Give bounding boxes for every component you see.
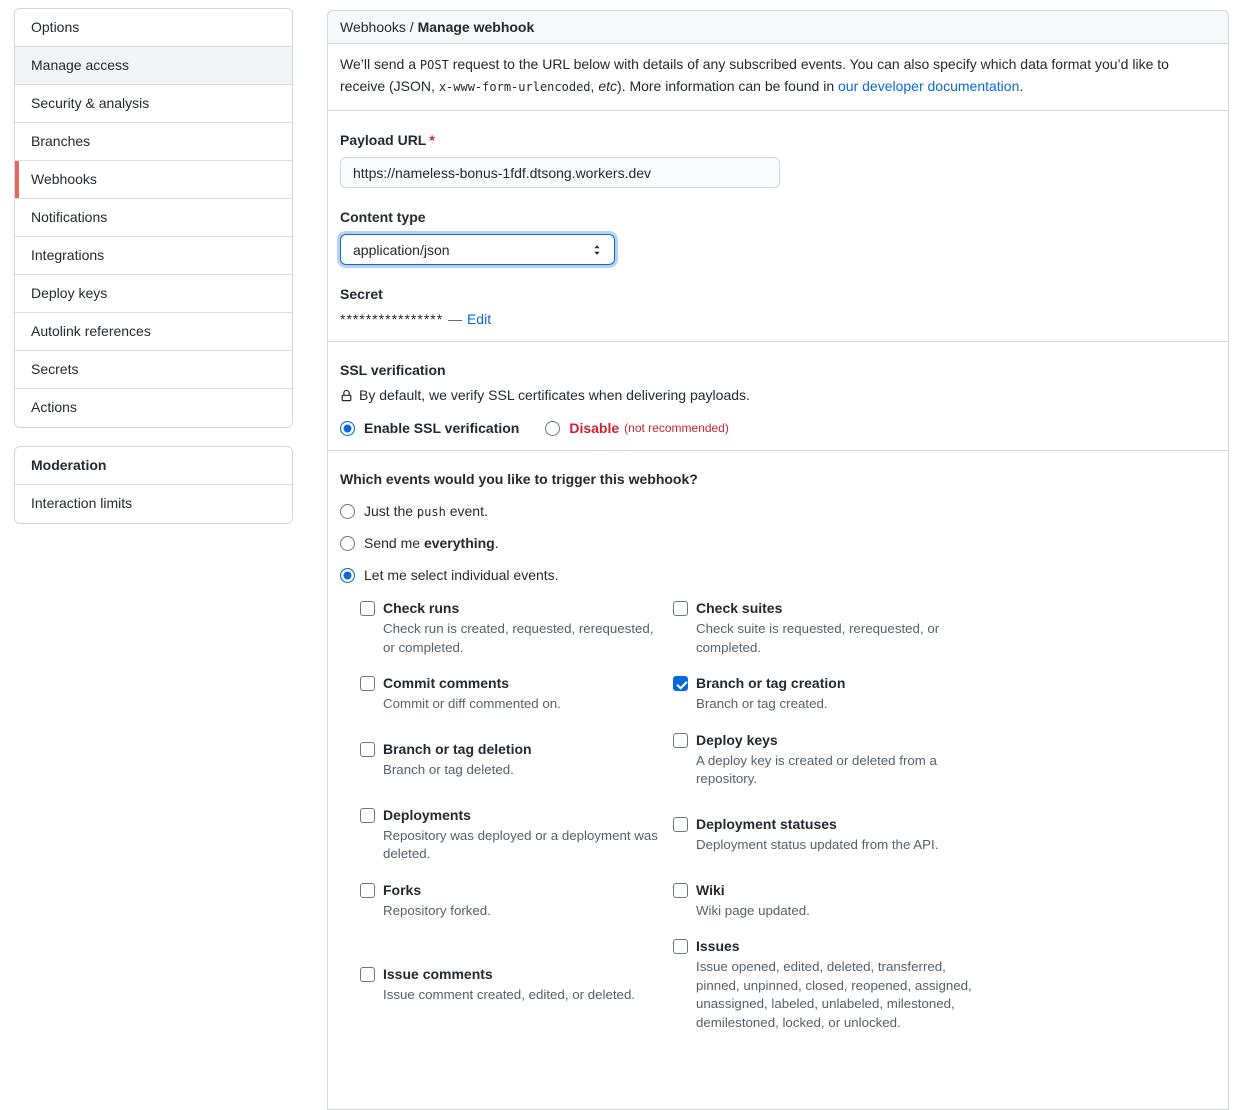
intro-segment: request to the URL below with details of any subscribed events. You can also specify which data format you’d like to receive (JSON, [340, 56, 1169, 94]
event-title: Deployments [383, 806, 471, 823]
secret-label: Secret [340, 286, 383, 302]
issue-comments-checkbox[interactable] [360, 967, 375, 982]
event-title: Wiki [696, 881, 725, 898]
event-title: Forks [383, 881, 422, 898]
everything-bold: everything [423, 535, 495, 551]
event-row [360, 805, 1216, 864]
deploy-keys-checkbox[interactable] [673, 733, 688, 748]
label-text: Let me select individual events. [364, 567, 559, 583]
send-everything-radio[interactable] [340, 536, 355, 551]
event-issues [673, 936, 986, 1032]
event-wiki [673, 880, 986, 921]
intro-etc: etc [598, 78, 617, 94]
event-row [360, 673, 1216, 714]
event-desc: Issue opened, edited, deleted, transferred, pinned, unpinned, closed, reopened, assigned, unassigned, labeled, unlabeled, milestoned, demilestoned, locked, or unlocked. [696, 959, 972, 1030]
send-everything-label [364, 535, 499, 551]
disable-ssl-radio[interactable] [545, 421, 560, 436]
enable-ssl-label: Enable SSL verification [364, 420, 520, 436]
intro-text [328, 44, 1228, 111]
event-desc: Check run is created, requested, rerequested, or completed. [383, 621, 654, 655]
payload-url-input[interactable] [340, 157, 780, 188]
manage-webhook-panel [327, 10, 1229, 1110]
event-title: Commit comments [383, 675, 510, 691]
sidebar-item-webhooks[interactable]: Webhooks [15, 161, 292, 199]
event-option-just-push [340, 503, 1216, 519]
event-title: Check runs [383, 600, 460, 616]
intro-code-urlencoded: x-www-form-urlencoded [438, 80, 591, 94]
events-grid [360, 598, 1216, 1032]
secret-edit-link[interactable]: Edit [466, 311, 492, 327]
intro-segment: . [1019, 78, 1024, 94]
secret-masked-value: **************** [340, 311, 444, 327]
event-row [360, 936, 1216, 1032]
moderation-header: Moderation [15, 447, 292, 485]
event-issue-comments [360, 964, 673, 1005]
event-commit-comments [360, 673, 673, 714]
ssl-verification-section [328, 362, 1228, 451]
sidebar-item-integrations[interactable]: Integrations [15, 237, 292, 275]
event-title: Check suites [696, 600, 783, 616]
wiki-checkbox[interactable] [673, 883, 688, 898]
secret-row [340, 311, 1216, 327]
sidebar-item-actions[interactable]: Actions [15, 389, 292, 427]
event-deploy-keys [673, 730, 986, 789]
label-text: event. [445, 503, 488, 519]
enable-ssl-radio[interactable] [340, 421, 355, 436]
event-title: Branch or tag deletion [383, 740, 532, 757]
content-type-select[interactable] [340, 234, 615, 265]
event-title: Branch or tag creation [696, 675, 846, 691]
sidebar-item-notifications[interactable]: Notifications [15, 199, 292, 237]
deployments-checkbox[interactable] [360, 808, 375, 823]
commit-comments-checkbox[interactable] [360, 676, 375, 691]
individual-events-radio[interactable] [340, 568, 355, 583]
event-desc: Commit or diff commented on. [383, 696, 561, 711]
event-title: Deployment statuses [696, 815, 837, 832]
breadcrumb-webhooks-link[interactable]: Webhooks [340, 19, 406, 35]
ssl-note [340, 387, 1216, 403]
ssl-heading: SSL verification [340, 362, 446, 378]
lock-icon [340, 388, 353, 403]
branch-tag-creation-checkbox[interactable] [673, 676, 688, 691]
sidebar-item-secrets[interactable]: Secrets [15, 351, 292, 389]
event-deployment-statuses [673, 814, 986, 855]
event-title: Issue comments [383, 965, 493, 982]
events-heading: Which events would you like to trigger this webhook? [340, 471, 698, 487]
content-type-value: application/json [353, 241, 450, 258]
event-branch-tag-deletion [360, 739, 673, 780]
secret-separator: — [448, 311, 463, 327]
issues-checkbox[interactable] [673, 939, 688, 954]
event-desc: Branch or tag deleted. [383, 761, 514, 777]
deployment-statuses-checkbox[interactable] [673, 817, 688, 832]
event-branch-tag-creation [673, 673, 986, 714]
sidebar-item-autolink-references[interactable]: Autolink references [15, 313, 292, 351]
page-title: Manage webhook [417, 19, 535, 35]
individual-events-label [364, 567, 559, 583]
intro-segment: We’ll send a [340, 56, 420, 72]
ssl-radio-group [340, 420, 1216, 436]
updown-caret-icon [590, 243, 604, 257]
event-option-individual [340, 567, 1216, 583]
push-code: push [416, 505, 446, 519]
payload-url-label-text: Payload URL [340, 132, 427, 148]
intro-segment: ). More information can be found in [617, 78, 839, 94]
label-text: . [494, 535, 499, 551]
event-desc: Wiki page updated. [696, 902, 810, 918]
check-runs-checkbox[interactable] [360, 601, 375, 616]
events-section [328, 471, 1228, 1068]
disable-ssl-note: (not recommended) [624, 421, 729, 435]
event-title: Issues [696, 938, 740, 954]
event-forks [360, 880, 673, 921]
breadcrumb [328, 11, 1228, 44]
content-type-label: Content type [340, 209, 426, 225]
label-text: Just the [364, 503, 417, 519]
event-check-suites [673, 598, 986, 657]
event-desc: Deployment status updated from the API. [696, 836, 939, 852]
event-row [360, 598, 1216, 657]
event-desc: Check suite is requested, rerequested, or completed. [696, 621, 940, 655]
webhook-form-section [328, 132, 1228, 342]
moderation-nav-box [14, 446, 293, 524]
just-push-label [364, 503, 488, 519]
event-check-runs [360, 598, 673, 657]
just-push-radio[interactable] [340, 504, 355, 519]
intro-segment: , [590, 78, 599, 94]
event-desc: A deploy key is created or deleted from a repository. [696, 752, 937, 786]
event-row [360, 730, 1216, 789]
sidebar-item-interaction-limits[interactable]: Interaction limits [15, 485, 292, 523]
event-option-everything [340, 535, 1216, 551]
event-desc: Repository was deployed or a deployment was deleted. [383, 827, 658, 861]
event-title: Deploy keys [696, 731, 778, 748]
sidebar-item-branches[interactable]: Branches [15, 123, 292, 161]
payload-url-label [340, 132, 1216, 148]
check-suites-checkbox[interactable] [673, 601, 688, 616]
sidebar-item-manage-access[interactable]: Manage access [15, 47, 292, 85]
event-desc: Branch or tag created. [696, 696, 828, 711]
settings-sidebar [14, 8, 293, 524]
sidebar-item-options[interactable]: Options [15, 9, 292, 47]
sidebar-item-security-analysis[interactable]: Security & analysis [15, 85, 292, 123]
disable-ssl-group [545, 420, 729, 436]
breadcrumb-separator: / [405, 19, 418, 35]
event-row [360, 880, 1216, 921]
sidebar-item-deploy-keys[interactable]: Deploy keys [15, 275, 292, 313]
event-desc: Repository forked. [383, 902, 491, 918]
intro-code-post: POST [419, 58, 449, 72]
settings-nav-box [14, 8, 293, 428]
event-deployments [360, 805, 673, 864]
label-text: Send me [364, 535, 424, 551]
developer-documentation-link[interactable]: our developer documentation [838, 78, 1020, 94]
ssl-note-text: By default, we verify SSL certificates when delivering payloads. [359, 387, 750, 403]
required-asterisk: * [429, 132, 435, 148]
branch-tag-deletion-checkbox[interactable] [360, 742, 375, 757]
forks-checkbox[interactable] [360, 883, 375, 898]
disable-ssl-label: Disable [569, 420, 620, 436]
event-desc: Issue comment created, edited, or deleted. [383, 986, 636, 1002]
